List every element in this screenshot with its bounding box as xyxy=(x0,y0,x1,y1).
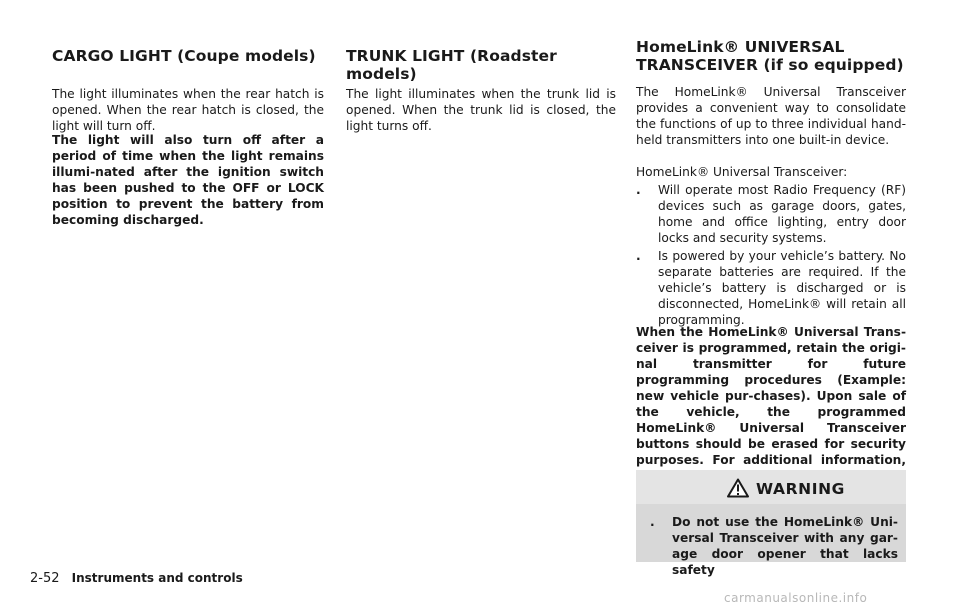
warning-header xyxy=(636,470,906,504)
list-item-text: Will operate most Radio Frequency (RF) devices such as garage doors, gates, home and office lighting, entry door locks and security systems. xyxy=(658,183,906,245)
section-name: Instruments and controls xyxy=(71,571,243,585)
list-item xyxy=(636,248,906,328)
paragraph-text: The HomeLink® Universal Transceiver provides a convenient way to consolidate the functions of up to three individual hand-held transmitters into one built-in device. xyxy=(636,85,906,147)
warning-item-text: Do not use the HomeLink® Uni-versal Transceiver with any gar-age door opener that lacks safety xyxy=(672,515,898,577)
paragraph-text: When the HomeLink® Universal Trans-ceiver is programmed, retain the origi-nal transmitter for future programming procedures (Example: new vehicle pur-chases). Upon sale of the vehicle, the programmed HomeLink® Universal Transceiver buttons should be erased for security purposes. For additional information, xyxy=(636,325,906,467)
bullet-list xyxy=(636,182,906,330)
paragraph-text: The light will also turn off after a period of time when the light remains illumi-nated after the ignition switch has been pushed to the OFF or LOCK position to prevent the battery from becoming discharged. xyxy=(52,133,324,227)
list-item xyxy=(636,182,906,246)
page-number: 2-52 xyxy=(30,571,60,586)
paragraph xyxy=(636,164,906,180)
paragraph-text: HomeLink® Universal Transceiver: xyxy=(636,165,848,179)
bullet-glyph: . xyxy=(636,183,641,197)
warning-list-item xyxy=(650,514,898,578)
watermark: carmanualsonline.info xyxy=(724,591,868,605)
bullet-glyph: . xyxy=(636,249,641,263)
page-footer xyxy=(30,571,243,586)
warning-triangle-icon xyxy=(727,478,749,498)
paragraph xyxy=(52,86,324,134)
paragraph xyxy=(636,84,906,148)
bullet-glyph: . xyxy=(650,515,655,529)
section-heading-trunk-light: TRUNK LIGHT (Roadster models) xyxy=(346,47,557,83)
warning-box xyxy=(636,470,906,577)
paragraph-bold xyxy=(52,132,324,228)
section-heading-cargo-light: CARGO LIGHT (Coupe models) xyxy=(52,47,316,65)
list-item-text: Is powered by your vehicle’s battery. No separate batteries are required. If the vehicle’s battery is discharged or is disconnected, HomeLink® will retain all programming. xyxy=(658,249,906,327)
paragraph-text: The light illuminates when the rear hatch is opened. When the rear hatch is closed, the light will turn off. xyxy=(52,87,324,133)
paragraph xyxy=(346,86,616,134)
section-heading-homelink: HomeLink® UNIVERSAL TRANSCEIVER (if so equipped) xyxy=(636,38,904,74)
warning-title: WARNING xyxy=(756,480,845,498)
paragraph-text: The light illuminates when the trunk lid is opened. When the trunk lid is closed, the light turns off. xyxy=(346,87,616,133)
